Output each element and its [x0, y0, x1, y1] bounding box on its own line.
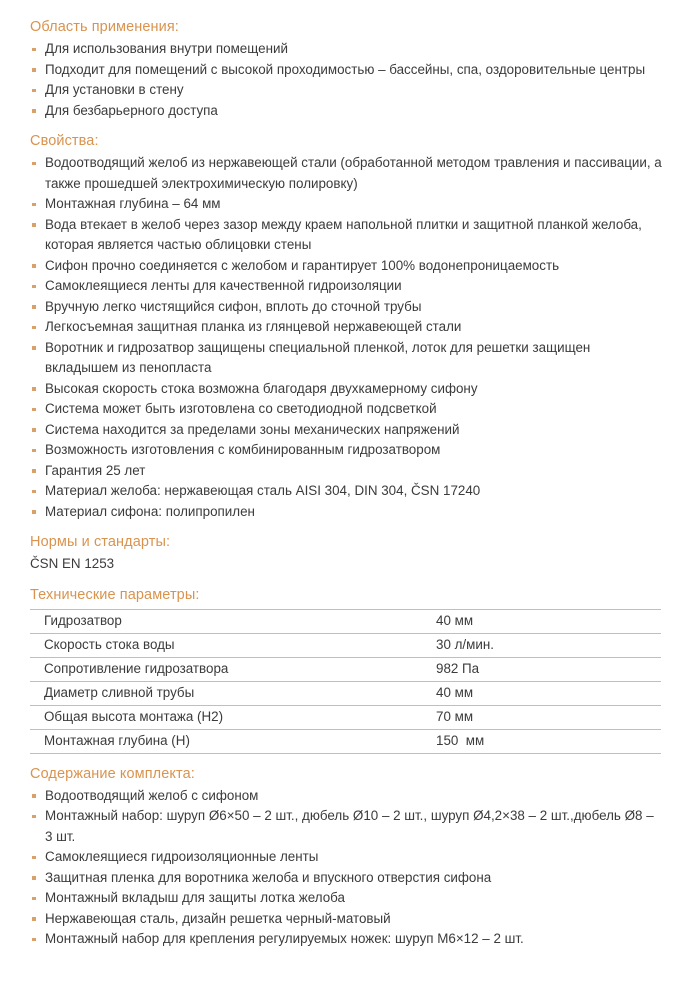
list-item: Самоклеящиеся гидроизоляционные ленты — [30, 847, 663, 868]
list-item: Гарантия 25 лет — [30, 461, 663, 482]
list-item: Материал сифона: полипропилен — [30, 502, 663, 523]
table-row — [30, 609, 661, 633]
list-item: Водоотводящий желоб с сифоном — [30, 786, 663, 807]
list-item: Высокая скорость стока возможна благодаря двухкамерному сифону — [30, 379, 663, 400]
list-item: Защитная пленка для воротника желоба и впускного отверстия сифона — [30, 868, 663, 889]
list-item: Для установки в стену — [30, 80, 663, 101]
table-row — [30, 705, 661, 729]
list-item: Для использования внутри помещений — [30, 39, 663, 60]
section-heading-application: Область применения: — [30, 19, 179, 35]
table-cell-value: 40 мм — [434, 681, 661, 705]
section-heading-technical: Технические параметры: — [30, 586, 200, 603]
kit-contents-list — [30, 786, 663, 950]
list-item: Монтажный вкладыш для защиты лотка желоба — [30, 888, 663, 909]
list-item: Нержавеющая сталь, дизайн решетка черный-матовый — [30, 909, 663, 930]
standards-value: ČSN EN 1253 — [30, 556, 115, 571]
application-list — [30, 39, 663, 121]
list-item: Монтажная глубина – 64 мм — [30, 194, 663, 215]
spacer — [30, 754, 663, 763]
list-item: Подходит для помещений с высокой проходимостью – бассейны, спа, оздоровительные центры — [30, 60, 663, 81]
table-row — [30, 681, 661, 705]
list-item: Легкосъемная защитная планка из глянцевой нержавеющей стали — [30, 317, 663, 338]
table-cell-parameter: Монтажная глубина (H) — [30, 729, 434, 753]
table-cell-parameter: Общая высота монтажа (H2) — [30, 705, 434, 729]
table-row — [30, 729, 661, 753]
table-row — [30, 633, 661, 657]
section-heading-kit: Содержание комплекта: — [30, 765, 195, 782]
list-item: Система может быть изготовлена со светодиодной подсветкой — [30, 399, 663, 420]
table-cell-parameter: Скорость стока воды — [30, 633, 434, 657]
list-item: Воротник и гидрозатвор защищены специальной пленкой, лоток для решетки защищен вкладышем из пенопласта — [30, 338, 663, 379]
list-item: Вручную легко чистящийся сифон, вплоть до сточной трубы — [30, 297, 663, 318]
section-heading-properties: Свойства: — [30, 133, 99, 149]
list-item: Водоотводящий желоб из нержавеющей стали (обработанной методом травления и пассивации, а также прошедшей электрохимическую полировку) — [30, 153, 663, 194]
list-item: Вода втекает в желоб через зазор между краем напольной плитки и защитной планкой желоба, которая является частью облицовки стены — [30, 215, 663, 256]
table-cell-value: 982 Па — [434, 657, 661, 681]
table-cell-parameter: Сопротивление гидрозатвора — [30, 657, 434, 681]
list-item: Возможность изготовления с комбинированным гидрозатвором — [30, 440, 663, 461]
list-item: Монтажный набор: шуруп Ø6×50 – 2 шт., дюбель Ø10 – 2 шт., шуруп Ø4,2×38 – 2 шт.,дюбель Ø8 – 3 шт. — [30, 806, 663, 847]
table-row — [30, 657, 661, 681]
table-cell-value: 40 мм — [434, 609, 661, 633]
technical-parameters-table — [30, 609, 661, 754]
table-cell-parameter: Диаметр сливной трубы — [30, 681, 434, 705]
list-item: Материал желоба: нержавеющая сталь AISI 304, DIN 304, ČSN 17240 — [30, 481, 663, 502]
section-heading-standards: Нормы и стандарты: — [30, 534, 171, 550]
list-item: Монтажный набор для крепления регулируемых ножек: шуруп M6×12 – 2 шт. — [30, 929, 663, 950]
table-cell-value: 70 мм — [434, 705, 661, 729]
table-cell-parameter: Гидрозатвор — [30, 609, 434, 633]
list-item: Для безбарьерного доступа — [30, 101, 663, 122]
properties-list — [30, 153, 663, 522]
table-cell-value: 150 мм — [434, 729, 661, 753]
list-item: Самоклеящиеся ленты для качественной гидроизоляции — [30, 276, 663, 297]
table-cell-value: 30 л/мин. — [434, 633, 661, 657]
list-item: Сифон прочно соединяется с желобом и гарантирует 100% водонепроницаемость — [30, 256, 663, 277]
list-item: Система находится за пределами зоны механических напряжений — [30, 420, 663, 441]
